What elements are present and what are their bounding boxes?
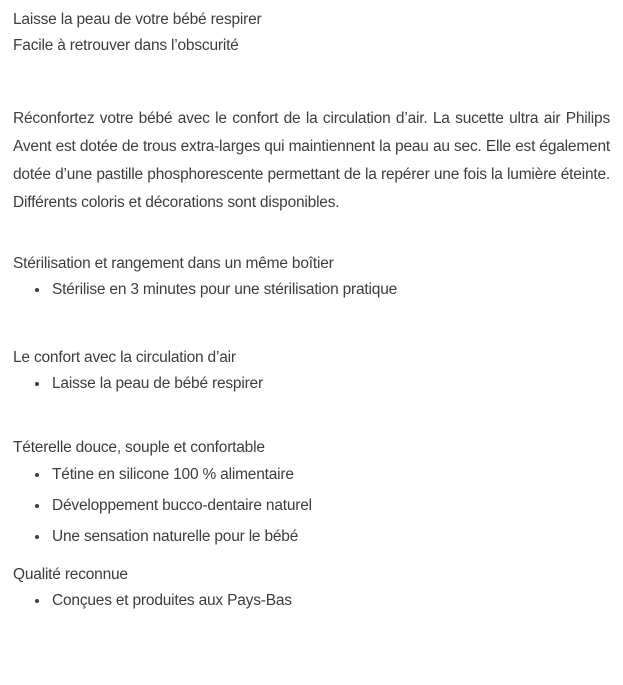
bullet-list-teterelle: [13, 459, 610, 552]
bullet-list-qualite: [13, 586, 610, 616]
bullet-item: • Stérilise en 3 minutes pour une stérilisation pratique: [50, 275, 610, 305]
section-heading-teterelle: Téterelle douce, souple et confortable: [13, 439, 265, 456]
bullet-item: • Laisse la peau de bébé respirer: [50, 369, 610, 399]
section-heading-sterilisation: Stérilisation et rangement dans un même boîtier: [13, 255, 334, 272]
intro-line-dark: Facile à retrouver dans l’obscurité: [13, 37, 239, 54]
bullet-list-sterilisation: [13, 275, 610, 305]
intro-block: [13, 7, 610, 59]
section-qualite: [13, 564, 610, 616]
intro-line-breathe: Laisse la peau de votre bébé respirer: [13, 11, 262, 28]
bullet-item: • Tétine en silicone 100 % alimentaire: [50, 459, 610, 490]
bullet-item: • Une sensation naturelle pour le bébé: [50, 521, 610, 552]
section-heading-confort: Le confort avec la circulation d’air: [13, 349, 236, 366]
bullet-item: • Développement bucco-dentaire naturel: [50, 490, 610, 521]
section-sterilisation: [13, 253, 610, 305]
section-teterelle: [13, 437, 610, 552]
bullet-item: • Conçues et produites aux Pays-Bas: [50, 586, 610, 616]
section-heading-qualite: Qualité reconnue: [13, 566, 128, 583]
section-confort: [13, 347, 610, 399]
bullet-list-confort: [13, 369, 610, 399]
description-paragraph: Réconfortez votre bébé avec le confort de la circulation d’air. La sucette ultra air Philips Avent est dotée de trous extra-larges qui maintiennent la peau au sec. Elle est également dotée d’une pastille phosphorescente permettant de la repérer une fois la lumière éteinte. Différents coloris et décorations sont disponibles.: [13, 110, 610, 211]
